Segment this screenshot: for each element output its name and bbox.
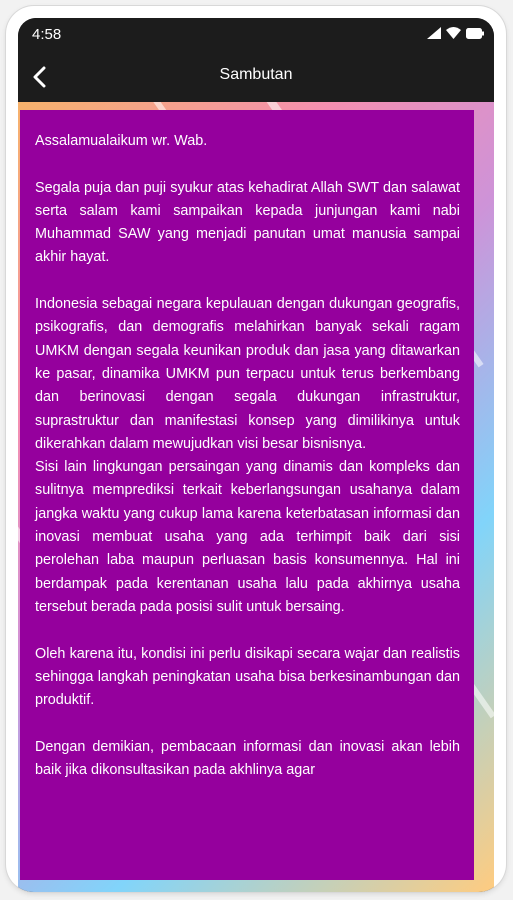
phone-frame (6, 6, 506, 892)
status-bar (18, 18, 494, 52)
greeting-paragraph: Assalamualaikum wr. Wab. (35, 133, 208, 149)
app-bar (18, 52, 494, 102)
content-paragraph: Oleh karena itu, kondisi ini perlu disikapi secara wajar dan realistis sehingga langkah peningkatan usaha bisa berkesinambungan dan produktif. (35, 645, 460, 709)
content-paragraph: Indonesia sebagai negara kepulauan dengan dukungan geografis, psikografis, dan demografis melahirkan banyak sekali ragam UMKM dengan segala keunikan produk dan jasa yang ditawarkan ke pasar, dinamika UMKM pun terpacu untuk terus berkembang dan berinovasi dengan segala dukungan infrastruktur, suprastruktur dan manifestasi konsep yang dimilikinya untuk dikerahkan dalam mewujudkan visi besar bisnisnya. (35, 296, 460, 452)
status-time: 4:58 (32, 26, 62, 43)
battery-icon (466, 26, 484, 44)
content-paragraph: Dengan demikian, pembacaan informasi dan inovasi akan lebih baik jika dikonsultasikan pada akhlinya agar (35, 738, 460, 779)
status-icons (427, 27, 484, 43)
signal-icon (427, 26, 441, 44)
page-title: Sambutan (219, 66, 293, 83)
content-card (20, 110, 474, 880)
content-paragraph: Segala puja dan puji syukur atas kehadirat Allah SWT dan salawat serta salam kami sampaikan kepada junjungan kami nabi Muhammad SAW yang menjadi panutan umat manusia sampai akhir hayat. (35, 179, 460, 266)
wifi-icon (446, 26, 461, 44)
content-paragraph: Sisi lain lingkungan persaingan yang dinamis dan kompleks dan sulitnya memprediksi terkait keberlangsungan usahanya dalam jangka waktu yang cukup lama karena keterbatasan informasi dan inovasi membuat usaha yang ada terhimpit baik dari sisi perolehan laba maupun perluasan basis konsumennya. Hal ini berdampak pada kerentanan usaha lalu pada akhirnya usaha tersebut berada pada posisi sulit untuk bersaing. (35, 459, 460, 615)
